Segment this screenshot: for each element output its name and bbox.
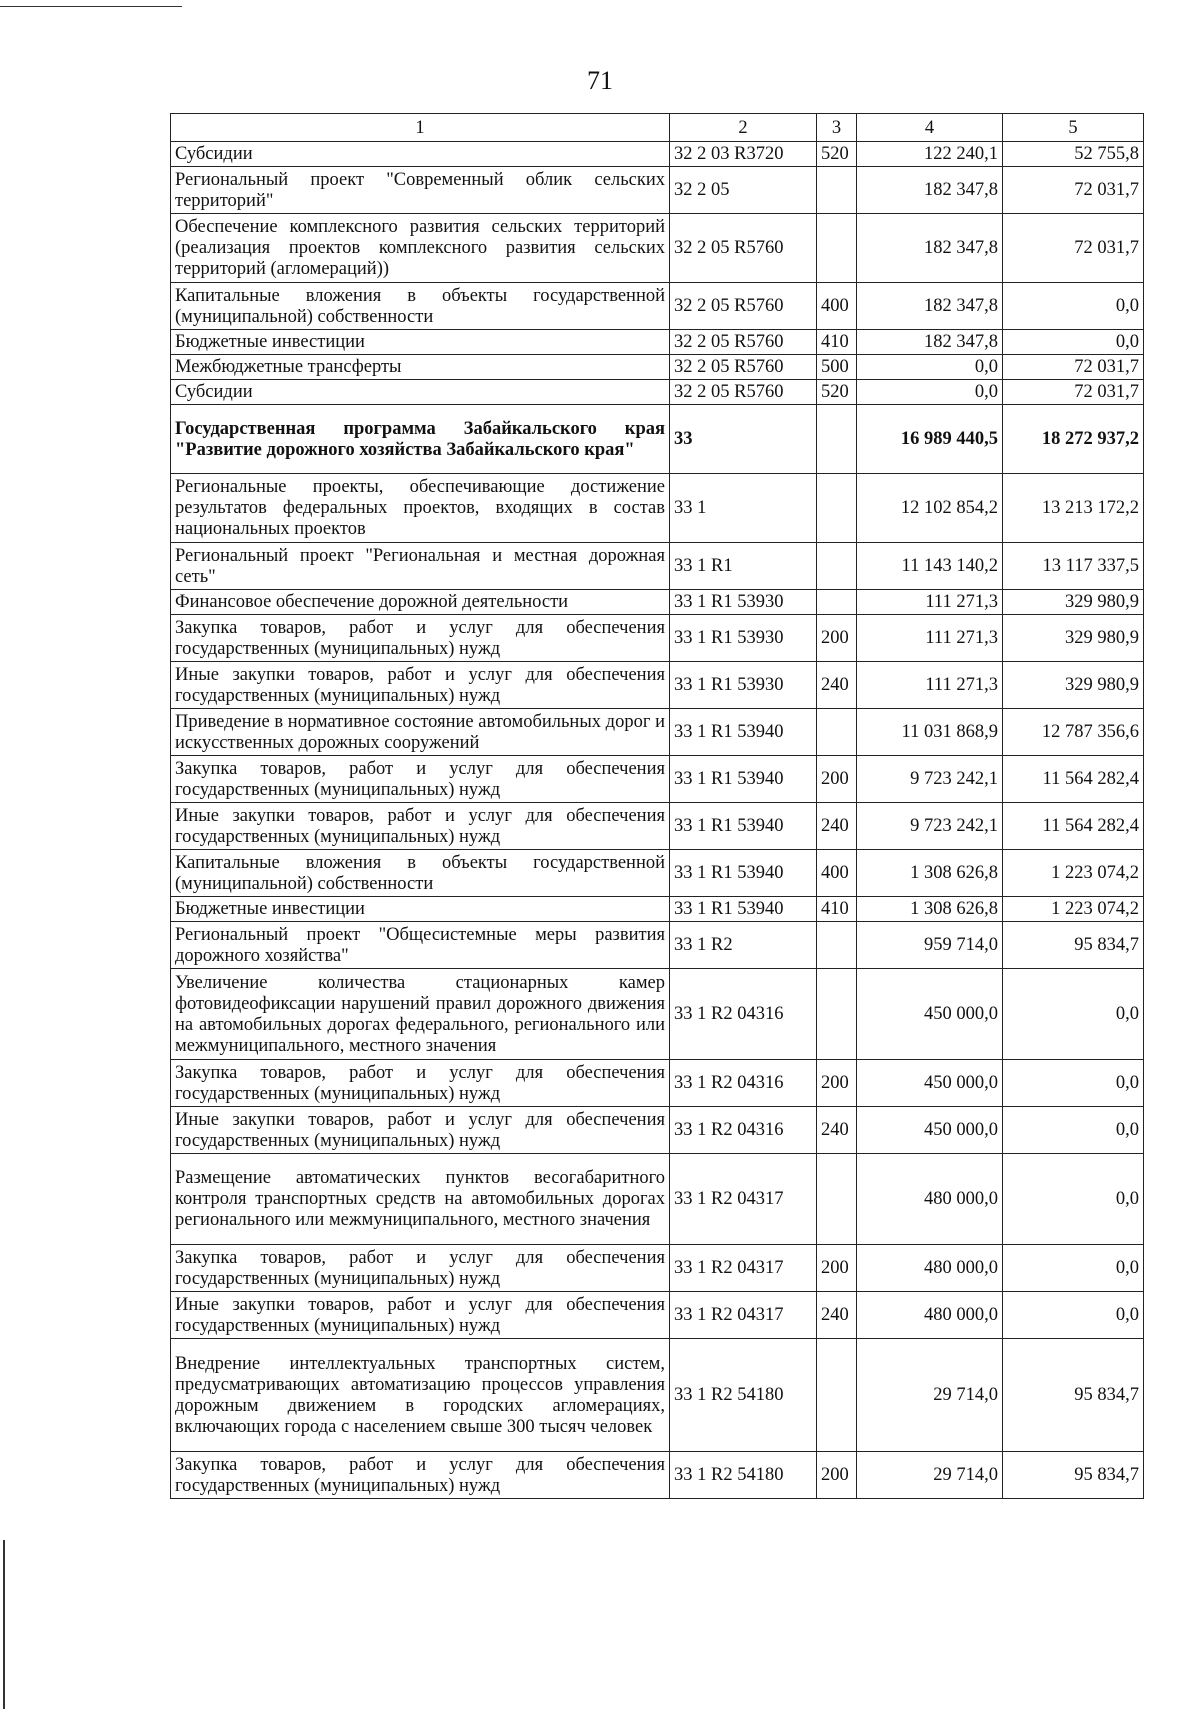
row-amount-col5-cell: 11 564 282,4	[1003, 803, 1144, 850]
table-row	[171, 543, 1144, 590]
row-amount-col4-cell: 111 271,3	[857, 662, 1003, 709]
row-amount-col4-cell: 9 723 242,1	[857, 803, 1003, 850]
row-name-cell: Иные закупки товаров, работ и услуг для обеспечения государственных (муниципальных) нужд	[171, 662, 670, 709]
row-amount-col5-cell: 0,0	[1003, 283, 1144, 330]
row-amount-col5-cell: 0,0	[1003, 1107, 1144, 1154]
row-code-cell: 33 1 R1 53940	[670, 850, 817, 897]
row-amount-col5-cell: 95 834,7	[1003, 922, 1144, 969]
row-expense-type-cell	[817, 969, 857, 1060]
row-code-cell: 33 1 R1 53930	[670, 662, 817, 709]
row-amount-col4-cell: 11 143 140,2	[857, 543, 1003, 590]
row-name-cell: Региональный проект "Региональная и местная дорожная сеть"	[171, 543, 670, 590]
table-row	[171, 1060, 1144, 1107]
row-code-cell: 32 2 05 R5760	[670, 380, 817, 405]
row-amount-col5-cell: 0,0	[1003, 1154, 1144, 1245]
row-code-cell: 33 1 R1 53940	[670, 709, 817, 756]
row-expense-type-cell	[817, 474, 857, 543]
table-row	[171, 283, 1144, 330]
row-expense-type-cell	[817, 543, 857, 590]
row-amount-col5-cell: 0,0	[1003, 1245, 1144, 1292]
table-row	[171, 474, 1144, 543]
row-name-cell: Увеличение количества стационарных камер фотовидеофиксации нарушений правил дорожного движения на автомобильных дорогах федерального, регионального или межмуниципального, местного значения	[171, 969, 670, 1060]
row-name-cell: Обеспечение комплексного развития сельских территорий (реализация проектов комплексного развития сельских территорий (агломераций))	[171, 214, 670, 283]
row-amount-col5-cell: 0,0	[1003, 330, 1144, 355]
table-row	[171, 214, 1144, 283]
table-row	[171, 1154, 1144, 1245]
row-amount-col5-cell: 95 834,7	[1003, 1339, 1144, 1452]
row-amount-col4-cell: 182 347,8	[857, 283, 1003, 330]
row-amount-col4-cell: 480 000,0	[857, 1245, 1003, 1292]
row-expense-type-cell: 200	[817, 615, 857, 662]
row-amount-col5-cell: 329 980,9	[1003, 590, 1144, 615]
row-expense-type-cell: 200	[817, 756, 857, 803]
page-number: 71	[587, 66, 613, 95]
row-code-cell: 33 1 R2 04316	[670, 969, 817, 1060]
row-amount-col4-cell: 111 271,3	[857, 590, 1003, 615]
row-code-cell: 33 1 R2 04317	[670, 1245, 817, 1292]
row-amount-col4-cell: 480 000,0	[857, 1154, 1003, 1245]
row-expense-type-cell: 200	[817, 1452, 857, 1499]
row-code-cell: 33 1	[670, 474, 817, 543]
row-name-cell: Размещение автоматических пунктов весогабаритного контроля транспортных средств на автомобильных дорогах регионального или межмуниципального, местного значения	[171, 1154, 670, 1245]
row-expense-type-cell: 240	[817, 662, 857, 709]
row-name-cell: Региональный проект "Современный облик сельских территорий"	[171, 167, 670, 214]
row-amount-col5-cell: 18 272 937,2	[1003, 405, 1144, 474]
table-row	[171, 756, 1144, 803]
row-name-cell: Региональные проекты, обеспечивающие достижение результатов федеральных проектов, входящих в состав национальных проектов	[171, 474, 670, 543]
row-amount-col5-cell: 13 213 172,2	[1003, 474, 1144, 543]
row-code-cell: 32 2 05 R5760	[670, 283, 817, 330]
row-code-cell: 33 1 R1 53940	[670, 756, 817, 803]
row-expense-type-cell: 410	[817, 897, 857, 922]
row-name-cell: Закупка товаров, работ и услуг для обеспечения государственных (муниципальных) нужд	[171, 1245, 670, 1292]
row-name-cell: Региональный проект "Общесистемные меры развития дорожного хозяйства"	[171, 922, 670, 969]
row-code-cell: 32 2 05 R5760	[670, 330, 817, 355]
row-code-cell: 33 1 R2 04317	[670, 1292, 817, 1339]
row-code-cell: 33 1 R2 04316	[670, 1107, 817, 1154]
row-name-cell: Бюджетные инвестиции	[171, 897, 670, 922]
table-row	[171, 380, 1144, 405]
row-name-cell: Внедрение интеллектуальных транспортных систем, предусматривающих автоматизацию процессов управления дорожным движением в городских агломерациях, включающих города с населением свыше 300 тысяч человек	[171, 1339, 670, 1452]
row-amount-col5-cell: 11 564 282,4	[1003, 756, 1144, 803]
table-row	[171, 590, 1144, 615]
row-name-cell: Иные закупки товаров, работ и услуг для обеспечения государственных (муниципальных) нужд	[171, 1107, 670, 1154]
table-row	[171, 1107, 1144, 1154]
row-expense-type-cell: 520	[817, 380, 857, 405]
row-amount-col4-cell: 182 347,8	[857, 330, 1003, 355]
budget-table	[170, 113, 1144, 1499]
row-expense-type-cell: 410	[817, 330, 857, 355]
table-row	[171, 922, 1144, 969]
row-expense-type-cell	[817, 405, 857, 474]
row-expense-type-cell: 240	[817, 1292, 857, 1339]
row-code-cell: 33 1 R2 04316	[670, 1060, 817, 1107]
row-code-cell: 32 2 05 R5760	[670, 214, 817, 283]
row-name-cell: Закупка товаров, работ и услуг для обеспечения государственных (муниципальных) нужд	[171, 615, 670, 662]
row-name-cell: Иные закупки товаров, работ и услуг для обеспечения государственных (муниципальных) нужд	[171, 803, 670, 850]
row-name-cell: Закупка товаров, работ и услуг для обеспечения государственных (муниципальных) нужд	[171, 1060, 670, 1107]
row-expense-type-cell: 400	[817, 283, 857, 330]
scan-edge-line-top	[0, 6, 182, 7]
table-row	[171, 897, 1144, 922]
table-row	[171, 405, 1144, 474]
row-name-cell: Субсидии	[171, 380, 670, 405]
row-code-cell: 33 1 R1	[670, 543, 817, 590]
row-amount-col5-cell: 329 980,9	[1003, 615, 1144, 662]
row-code-cell: 32 2 05 R5760	[670, 355, 817, 380]
row-amount-col5-cell: 95 834,7	[1003, 1452, 1144, 1499]
row-amount-col4-cell: 450 000,0	[857, 1060, 1003, 1107]
row-amount-col5-cell: 52 755,8	[1003, 142, 1144, 167]
row-amount-col5-cell: 12 787 356,6	[1003, 709, 1144, 756]
row-amount-col4-cell: 9 723 242,1	[857, 756, 1003, 803]
table-row	[171, 615, 1144, 662]
table-row	[171, 167, 1144, 214]
row-amount-col4-cell: 29 714,0	[857, 1339, 1003, 1452]
column-header-5: 5	[1003, 114, 1144, 142]
column-header-1: 1	[171, 114, 670, 142]
row-name-cell: Бюджетные инвестиции	[171, 330, 670, 355]
table-row	[171, 330, 1144, 355]
row-name-cell: Капитальные вложения в объекты государственной (муниципальной) собственности	[171, 283, 670, 330]
row-amount-col5-cell: 0,0	[1003, 1292, 1144, 1339]
row-name-cell: Государственная программа Забайкальского края "Развитие дорожного хозяйства Забайкальского края"	[171, 405, 670, 474]
row-expense-type-cell	[817, 167, 857, 214]
column-header-4: 4	[857, 114, 1003, 142]
row-amount-col4-cell: 1 308 626,8	[857, 897, 1003, 922]
row-amount-col5-cell: 72 031,7	[1003, 167, 1144, 214]
row-expense-type-cell	[817, 1154, 857, 1245]
row-expense-type-cell: 200	[817, 1060, 857, 1107]
row-amount-col5-cell: 329 980,9	[1003, 662, 1144, 709]
row-expense-type-cell	[817, 214, 857, 283]
row-code-cell: 33	[670, 405, 817, 474]
table-row	[171, 709, 1144, 756]
table-row	[171, 1452, 1144, 1499]
column-header-2: 2	[670, 114, 817, 142]
row-amount-col4-cell: 111 271,3	[857, 615, 1003, 662]
row-amount-col5-cell: 1 223 074,2	[1003, 850, 1144, 897]
row-amount-col4-cell: 182 347,8	[857, 214, 1003, 283]
row-code-cell: 32 2 05	[670, 167, 817, 214]
row-amount-col5-cell: 72 031,7	[1003, 214, 1144, 283]
table-row	[171, 355, 1144, 380]
row-code-cell: 33 1 R2 54180	[670, 1452, 817, 1499]
row-name-cell: Иные закупки товаров, работ и услуг для обеспечения государственных (муниципальных) нужд	[171, 1292, 670, 1339]
row-name-cell: Приведение в нормативное состояние автомобильных дорог и искусственных дорожных сооружений	[171, 709, 670, 756]
row-code-cell: 33 1 R1 53930	[670, 590, 817, 615]
row-name-cell: Финансовое обеспечение дорожной деятельности	[171, 590, 670, 615]
row-name-cell: Закупка товаров, работ и услуг для обеспечения государственных (муниципальных) нужд	[171, 756, 670, 803]
row-code-cell: 33 1 R1 53930	[670, 615, 817, 662]
table-row	[171, 142, 1144, 167]
row-name-cell: Субсидии	[171, 142, 670, 167]
row-name-cell: Закупка товаров, работ и услуг для обеспечения государственных (муниципальных) нужд	[171, 1452, 670, 1499]
table-row	[171, 1245, 1144, 1292]
row-name-cell: Капитальные вложения в объекты государственной (муниципальной) собственности	[171, 850, 670, 897]
row-expense-type-cell: 500	[817, 355, 857, 380]
row-code-cell: 33 1 R2	[670, 922, 817, 969]
table-row	[171, 662, 1144, 709]
row-amount-col4-cell: 16 989 440,5	[857, 405, 1003, 474]
row-code-cell: 33 1 R2 54180	[670, 1339, 817, 1452]
table-row	[171, 803, 1144, 850]
row-expense-type-cell: 240	[817, 803, 857, 850]
budget-table-body	[171, 114, 1144, 1499]
row-name-cell: Межбюджетные трансферты	[171, 355, 670, 380]
row-code-cell: 33 1 R1 53940	[670, 803, 817, 850]
row-amount-col4-cell: 0,0	[857, 380, 1003, 405]
table-row	[171, 969, 1144, 1060]
table-row	[171, 850, 1144, 897]
row-expense-type-cell: 520	[817, 142, 857, 167]
column-number-header-row	[171, 114, 1144, 142]
row-code-cell: 32 2 03 R3720	[670, 142, 817, 167]
row-expense-type-cell: 240	[817, 1107, 857, 1154]
row-expense-type-cell: 400	[817, 850, 857, 897]
scan-edge-line-left	[3, 1540, 5, 1709]
row-expense-type-cell	[817, 922, 857, 969]
row-amount-col4-cell: 182 347,8	[857, 167, 1003, 214]
row-amount-col4-cell: 480 000,0	[857, 1292, 1003, 1339]
row-amount-col4-cell: 959 714,0	[857, 922, 1003, 969]
column-header-3: 3	[817, 114, 857, 142]
row-expense-type-cell	[817, 590, 857, 615]
row-amount-col5-cell: 0,0	[1003, 1060, 1144, 1107]
row-amount-col5-cell: 72 031,7	[1003, 355, 1144, 380]
row-code-cell: 33 1 R1 53940	[670, 897, 817, 922]
row-amount-col4-cell: 122 240,1	[857, 142, 1003, 167]
row-amount-col4-cell: 12 102 854,2	[857, 474, 1003, 543]
row-expense-type-cell	[817, 709, 857, 756]
row-amount-col4-cell: 450 000,0	[857, 969, 1003, 1060]
row-amount-col5-cell: 13 117 337,5	[1003, 543, 1144, 590]
row-amount-col5-cell: 0,0	[1003, 969, 1144, 1060]
row-amount-col5-cell: 1 223 074,2	[1003, 897, 1144, 922]
row-amount-col5-cell: 72 031,7	[1003, 380, 1144, 405]
row-amount-col4-cell: 0,0	[857, 355, 1003, 380]
row-amount-col4-cell: 1 308 626,8	[857, 850, 1003, 897]
table-row	[171, 1292, 1144, 1339]
row-amount-col4-cell: 11 031 868,9	[857, 709, 1003, 756]
row-expense-type-cell	[817, 1339, 857, 1452]
row-amount-col4-cell: 29 714,0	[857, 1452, 1003, 1499]
row-expense-type-cell: 200	[817, 1245, 857, 1292]
row-code-cell: 33 1 R2 04317	[670, 1154, 817, 1245]
table-row	[171, 1339, 1144, 1452]
row-amount-col4-cell: 450 000,0	[857, 1107, 1003, 1154]
